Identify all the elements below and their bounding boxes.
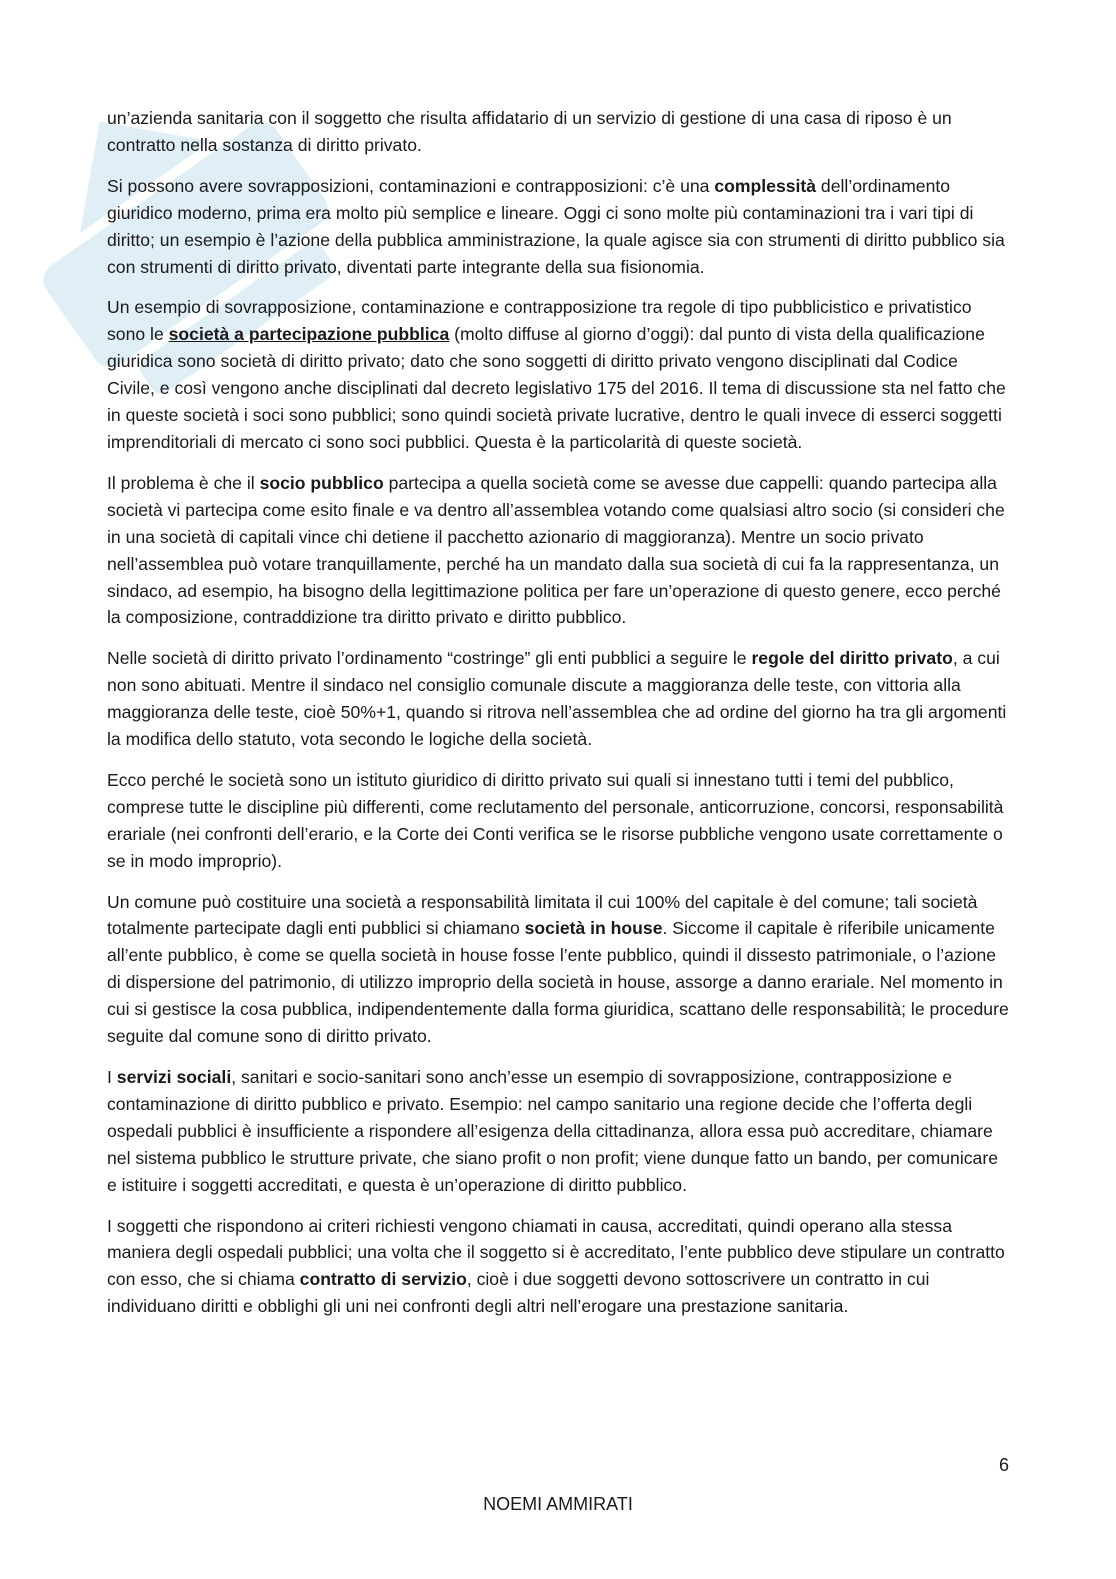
paragraph [107, 105, 1009, 159]
bold-term: servizi sociali [116, 1067, 232, 1087]
bold-term: società in house [524, 918, 663, 939]
text-run: Il problema è che il [107, 472, 260, 493]
text-run: partecipa a quella società come se avesse due cappelli: quando partecipa alla società vi partecipa come esito finale e va dentro all’assemblea votando come qualsiasi altro socio (si consideri che in una società di capitali vince chi detiene il pacchetto azionario di maggioranza). Mentre un socio privato nell’assemblea può votare tranquillamente, perché ha un mandato dalla sua società di cui fa la rappresentanza, un sindaco, ad esempio, ha bisogno della legittimazione politica per fare un’operazione di questo genere, ecco perché la composizione, contraddizione tra diritto privato e diritto pubblico. [107, 472, 1005, 628]
footer-author: NOEMI AMMIRATI [483, 1494, 633, 1514]
bold-term: contratto di servizio [299, 1269, 467, 1290]
text-run: I [107, 1067, 117, 1087]
paragraph [107, 470, 1009, 631]
text-run: , cioè i due soggetti devono sottoscrivere un contratto in cui individuano diritti e obblighi gli uni nei confronti degli altri nell’erogare una prestazione sanitaria. [107, 1269, 930, 1317]
paragraph [107, 294, 1009, 455]
paragraph [107, 889, 1009, 1050]
text-run: , sanitari e socio-sanitari sono anch’esse un esempio di sovrapposizione, contrapposizione e contaminazione di diritto pubblico e privato. Esempio: nel campo sanitario una regione decide che l’offerta degli ospedali pubblici è insufficiente a rispondere all’esigenza della cittadinanza, allora essa può accreditare, chiamare nel sistema pubblico le strutture private, che siano profit o non profit; viene dunque fatto un bando, per comunicare e istituire i soggetti accreditati, e questa è un’operazione di diritto pubblico. [107, 1067, 998, 1195]
text-run: dell’ordinamento giuridico moderno, prima era molto più semplice e lineare. Oggi ci sono molte più contaminazioni tra i vari tipi di diritto; un esempio è l’azione della pubblica amministrazione, la quale agisce sia con strumenti di diritto pubblico sia con strumenti di diritto privato, diventati parte integrante della sua fisionomia. [107, 175, 1005, 277]
paragraph [107, 1064, 1009, 1199]
paragraph [107, 645, 1009, 753]
text-run: Un esempio di sovrapposizione, contaminazione e contrapposizione tra regole di tipo pubblicistico e privatistico sono le [107, 297, 972, 345]
bold-term: regole del diritto privato [751, 648, 953, 669]
bold-term: società a partecipazione pubblica [168, 324, 450, 345]
text-run: Nelle società di diritto privato l’ordinamento “costringe” gli enti pubblici a seguire le [107, 648, 752, 669]
text-run: Si possono avere sovrapposizioni, contaminazioni e contrapposizioni: c’è una [107, 175, 715, 196]
bold-term: socio pubblico [259, 472, 384, 493]
text-run: . Siccome il capitale è riferibile unicamente all’ente pubblico, è come se quella società in house fosse l’ente pubblico, quindi il dissesto patrimoniale, o l’azione di dispersione del patrimonio, di utilizzo improprio della società in house, assorge a danno erariale. Nel momento in cui si gestisce la cosa pubblica, indipendentemente dalla forma giuridica, scattano delle responsabilità; le procedure seguite dal comune sono di diritto privato. [107, 918, 1009, 1047]
paragraph [107, 767, 1009, 875]
document-body [107, 105, 1009, 1334]
text-run: un’azienda sanitaria con il soggetto che risulta affidatario di un servizio di gestione di una casa di riposo è un contratto nella sostanza di diritto privato. [107, 108, 952, 155]
text-run: , a cui non sono abituati. Mentre il sindaco nel consiglio comunale discute a maggioranza delle teste, con vittoria alla maggioranza delle teste, cioè 50%+1, quando si ritrova nell’assemblea che ad ordine del giorno ha tra gli argomenti la modifica dello statuto, vota secondo le logiche della società. [107, 648, 1007, 750]
text-run: Ecco perché le società sono un istituto giuridico di diritto privato sui quali si innestano tutti i temi del pubblico, comprese tutte le discipline più differenti, come reclutamento del personale, anticorruzione, concorsi, responsabilità erariale (nei confronti dell’erario, e la Corte dei Conti verifica se le risorse pubbliche vengono usate correttamente o se in modo improprio). [107, 769, 1004, 871]
text-run: (molto diffuse al giorno d’oggi): dal punto di vista della qualificazione giuridica sono società di diritto privato; dato che sono soggetti di diritto privato vengono disciplinati dal Codice Civile, e così vengono anche disciplinati dal decreto legislativo 175 del 2016. Il tema di discussione sta nel fatto che in queste società i soci sono pubblici; sono quindi società private lucrative, dentro le quali invece di esserci soggetti imprenditoriali di mercato ci sono soci pubblici. Questa è la particolarità di queste società. [107, 324, 1006, 452]
paragraph [107, 173, 1009, 281]
page-number: 6 [998, 1455, 1009, 1475]
bold-term: complessità [714, 175, 817, 196]
text-run: I soggetti che rispondono ai criteri richiesti vengono chiamati in causa, accreditati, quindi operano alla stessa maniera degli ospedali pubblici; una volta che il soggetto si è accreditato, l’ente pubblico deve stipulare un contratto con esso, che si chiama [107, 1215, 1005, 1290]
text-run: Un comune può costituire una società a responsabilità limitata il cui 100% del capitale è del comune; tali società totalmente partecipate dagli enti pubblici si chiamano [107, 891, 978, 939]
paragraph [107, 1213, 1009, 1321]
